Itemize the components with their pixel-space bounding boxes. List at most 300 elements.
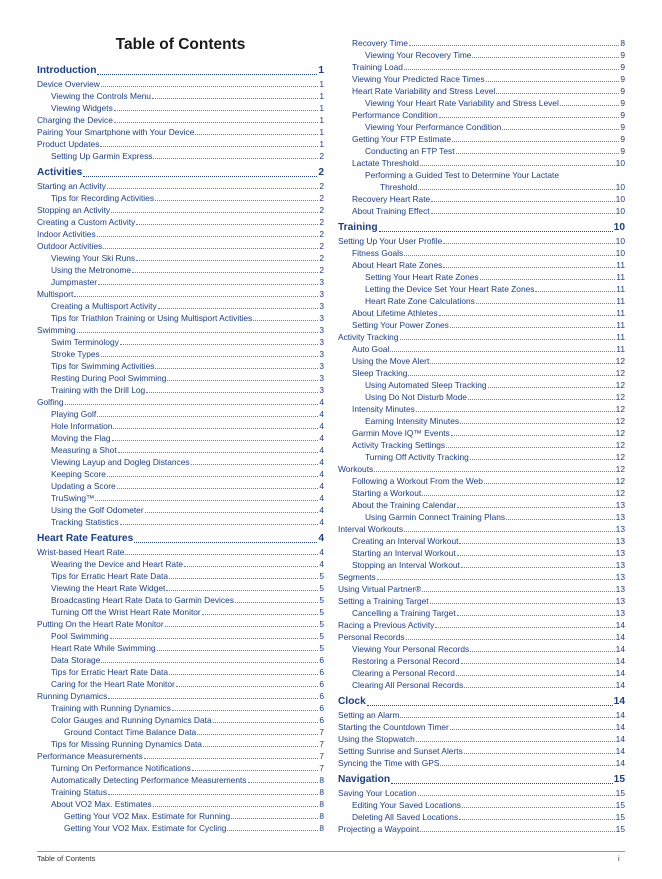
- toc-page-number: 12: [615, 452, 625, 462]
- toc-entry[interactable]: [338, 619, 625, 631]
- toc-page-number: 2: [319, 253, 324, 263]
- toc-entry[interactable]: [352, 547, 625, 559]
- toc-leader-dots: [169, 578, 318, 579]
- toc-entry[interactable]: [338, 463, 625, 475]
- toc-section-entry[interactable]: [338, 221, 625, 235]
- toc-entry[interactable]: [51, 312, 324, 324]
- toc-leader-dots: [464, 687, 614, 688]
- toc-entry[interactable]: [51, 408, 324, 420]
- toc-entry[interactable]: [338, 823, 625, 835]
- toc-leader-dots: [468, 399, 615, 400]
- toc-leader-dots: [152, 98, 318, 99]
- toc-leader-dots: [502, 129, 619, 130]
- toc-leader-dots: [367, 705, 613, 706]
- toc-page-number: 11: [616, 272, 625, 282]
- toc-leader-dots: [400, 339, 616, 340]
- toc-page-number: 2: [319, 265, 324, 275]
- toc-leader-dots: [145, 512, 319, 513]
- toc-leader-dots: [374, 471, 614, 472]
- toc-entry-title: Viewing Your Heart Rate Variability and Stress Level: [365, 98, 559, 108]
- toc-entry[interactable]: [51, 702, 324, 714]
- toc-entry[interactable]: [51, 384, 324, 396]
- toc-entry-title: Swimming: [37, 325, 76, 335]
- toc-entry[interactable]: [51, 678, 324, 690]
- toc-entry[interactable]: [338, 721, 625, 733]
- toc-entry[interactable]: [338, 595, 625, 607]
- toc-entry-title: Hole Information: [51, 421, 113, 431]
- toc-leader-dots: [114, 122, 318, 123]
- toc-entry[interactable]: [338, 331, 625, 343]
- toc-entry[interactable]: [51, 570, 324, 582]
- toc-page-number: 10: [615, 206, 625, 216]
- toc-page-number: 2: [319, 205, 324, 215]
- toc-entry[interactable]: [64, 822, 324, 834]
- toc-entry[interactable]: [37, 180, 324, 192]
- toc-page-number: 13: [615, 548, 625, 558]
- toc-entry[interactable]: [365, 511, 625, 523]
- toc-entry[interactable]: [37, 114, 324, 126]
- toc-page-number: 4: [319, 469, 324, 479]
- toc-entry-title: Clearing a Personal Record: [352, 668, 455, 678]
- toc-entry[interactable]: [338, 235, 625, 247]
- toc-entry-title: Setting Sunrise and Sunset Alerts: [338, 746, 463, 756]
- toc-entry[interactable]: [365, 145, 625, 157]
- toc-entry[interactable]: [352, 487, 625, 499]
- toc-entry-title: Training with Running Dynamics: [51, 703, 171, 713]
- toc-entry-title: Training: [338, 222, 378, 233]
- toc-entry-title: Training Status: [51, 787, 108, 797]
- toc-entry[interactable]: [352, 535, 625, 547]
- toc-entry[interactable]: [352, 403, 625, 415]
- toc-entry-title: Tips for Swimming Activities: [51, 361, 155, 371]
- toc-entry[interactable]: [51, 762, 324, 774]
- toc-entry-title: Activities: [37, 167, 83, 178]
- toc-entry-title: Tips for Missing Running Dynamics Data: [51, 739, 202, 749]
- toc-entry[interactable]: [37, 126, 324, 138]
- toc-entry-title: Wrist-based Heart Rate: [37, 547, 125, 557]
- toc-entry-title: Golfing: [37, 397, 64, 407]
- toc-entry-title: Heart Rate While Swimming: [51, 643, 156, 653]
- toc-entry[interactable]: [338, 523, 625, 535]
- toc-leader-dots: [100, 146, 318, 147]
- toc-entry[interactable]: [352, 319, 625, 331]
- toc-entry[interactable]: [51, 480, 324, 492]
- toc-page-number: 10: [615, 194, 625, 204]
- toc-entry-title: Viewing Your Ski Runs: [51, 253, 136, 263]
- toc-section-entry[interactable]: [37, 532, 324, 546]
- toc-entry[interactable]: [352, 355, 625, 367]
- toc-entry[interactable]: [51, 642, 324, 654]
- toc-entry[interactable]: [352, 667, 625, 679]
- toc-page-number: 2: [318, 167, 324, 178]
- toc-leader-dots: [95, 500, 318, 501]
- toc-entry[interactable]: [51, 738, 324, 750]
- toc-entry[interactable]: [338, 757, 625, 769]
- toc-entry[interactable]: [352, 307, 625, 319]
- toc-entry-title: Auto Goal: [352, 344, 390, 354]
- toc-entry-title: Intensity Minutes: [352, 404, 415, 414]
- toc-page-number: 12: [615, 380, 625, 390]
- toc-entry[interactable]: [51, 468, 324, 480]
- toc-leader-dots: [430, 363, 614, 364]
- toc-entry[interactable]: [37, 546, 324, 558]
- toc-entry[interactable]: [365, 169, 625, 193]
- toc-page-number: 4: [319, 421, 324, 431]
- toc-entry-title: Setting a Training Target: [338, 596, 429, 606]
- toc-entry[interactable]: [352, 247, 625, 259]
- toc-leader-dots: [416, 411, 615, 412]
- toc-entry[interactable]: [352, 205, 625, 217]
- toc-entry[interactable]: [352, 367, 625, 379]
- toc-page-number: 13: [615, 572, 625, 582]
- toc-entry[interactable]: [365, 295, 625, 307]
- toc-entry[interactable]: [352, 811, 625, 823]
- toc-entry[interactable]: [37, 750, 324, 762]
- toc-entry[interactable]: [352, 679, 625, 691]
- toc-entry[interactable]: [64, 726, 324, 738]
- toc-entry[interactable]: [51, 300, 324, 312]
- toc-entry[interactable]: [51, 276, 324, 288]
- toc-leader-dots: [440, 765, 614, 766]
- toc-leader-dots: [408, 375, 614, 376]
- toc-entry[interactable]: [352, 343, 625, 355]
- toc-entry[interactable]: [51, 192, 324, 204]
- toc-entry[interactable]: [51, 798, 324, 810]
- toc-leader-dots: [420, 165, 615, 166]
- toc-entry-title: Moving the Flag: [51, 433, 111, 443]
- toc-entry-title: Updating a Score: [51, 481, 116, 491]
- toc-entry[interactable]: [51, 90, 324, 102]
- toc-entry[interactable]: [365, 97, 625, 109]
- toc-entry-title: Segments: [338, 572, 376, 582]
- toc-entry[interactable]: [51, 432, 324, 444]
- toc-leader-dots: [195, 134, 318, 135]
- toc-entry[interactable]: [365, 379, 625, 391]
- toc-page-number: 4: [319, 505, 324, 515]
- toc-page-number: 14: [615, 668, 625, 678]
- toc-leader-dots: [480, 279, 616, 280]
- toc-entry[interactable]: [352, 475, 625, 487]
- toc-entry[interactable]: [352, 799, 625, 811]
- toc-leader-dots: [166, 590, 318, 591]
- toc-entry[interactable]: [51, 456, 324, 468]
- toc-entry-title: Using the Stopwatch: [338, 734, 415, 744]
- toc-entry[interactable]: [51, 630, 324, 642]
- toc-entry-title: Tracking Statistics: [51, 517, 119, 527]
- toc-entry[interactable]: [352, 85, 625, 97]
- toc-entry[interactable]: [37, 204, 324, 216]
- toc-page-number: 5: [319, 583, 324, 593]
- toc-page-number: 4: [319, 547, 324, 557]
- toc-entry[interactable]: [365, 391, 625, 403]
- toc-entry-title: Setting Up Your User Profile: [338, 236, 443, 246]
- toc-leader-dots: [83, 176, 317, 177]
- toc-entry[interactable]: [37, 78, 324, 90]
- toc-entry[interactable]: [352, 157, 625, 169]
- toc-page-number: 14: [615, 644, 625, 654]
- toc-entry[interactable]: [37, 138, 324, 150]
- toc-leader-dots: [108, 698, 318, 699]
- toc-leader-dots: [422, 591, 614, 592]
- toc-page-number: 8: [620, 38, 625, 48]
- toc-entry[interactable]: [64, 810, 324, 822]
- toc-entry[interactable]: [352, 37, 625, 49]
- toc-entry-title: Device Overview: [37, 79, 100, 89]
- toc-page-number: 2: [319, 229, 324, 239]
- toc-page-number: 4: [319, 481, 324, 491]
- toc-page-number: 7: [319, 727, 324, 737]
- toc-leader-dots: [65, 404, 319, 405]
- toc-entry-title: Keeping Score: [51, 469, 106, 479]
- toc-page-number: 14: [615, 746, 625, 756]
- toc-page-number: 6: [319, 691, 324, 701]
- toc-page-number: 4: [318, 533, 324, 544]
- toc-entry[interactable]: [365, 271, 625, 283]
- toc-entry[interactable]: [352, 73, 625, 85]
- toc-entry[interactable]: [352, 427, 625, 439]
- toc-entry[interactable]: [51, 774, 324, 786]
- toc-leader-dots: [184, 566, 318, 567]
- toc-entry[interactable]: [51, 420, 324, 432]
- toc-entry-title: Turning Off the Wrist Heart Rate Monitor: [51, 607, 201, 617]
- toc-leader-dots: [446, 447, 615, 448]
- toc-leader-dots: [476, 303, 615, 304]
- toc-entry[interactable]: [51, 444, 324, 456]
- toc-entry[interactable]: [51, 558, 324, 570]
- toc-entry[interactable]: [37, 288, 324, 300]
- toc-page-number: 1: [319, 139, 324, 149]
- toc-leader-dots: [404, 69, 619, 70]
- toc-leader-dots: [253, 320, 318, 321]
- toc-leader-dots: [461, 567, 615, 568]
- toc-entry[interactable]: [338, 583, 625, 595]
- toc-entry[interactable]: [352, 655, 625, 667]
- toc-leader-dots: [422, 495, 614, 496]
- toc-entry[interactable]: [51, 492, 324, 504]
- toc-entry[interactable]: [51, 372, 324, 384]
- toc-entry-title-continued: Threshold: [380, 182, 418, 192]
- toc-entry[interactable]: [338, 571, 625, 583]
- toc-leader-dots: [157, 650, 319, 651]
- toc-entry-title: Setting Your Power Zones: [352, 320, 449, 330]
- toc-entry-title: Stopping an Activity: [37, 205, 111, 215]
- toc-entry-title: Multisport: [37, 289, 74, 299]
- toc-leader-dots: [443, 243, 614, 244]
- toc-entry-title: Putting On the Heart Rate Monitor: [37, 619, 164, 629]
- toc-entry[interactable]: [51, 786, 324, 798]
- toc-entry[interactable]: [352, 259, 625, 271]
- toc-entry-title: Introduction: [37, 65, 97, 76]
- toc-entry[interactable]: [352, 61, 625, 73]
- toc-entry-title: Viewing the Heart Rate Widget: [51, 583, 166, 593]
- toc-entry[interactable]: [365, 283, 625, 295]
- toc-page-number: 1: [319, 103, 324, 113]
- toc-leader-dots: [213, 722, 319, 723]
- toc-entry-title: Syncing the Time with GPS: [338, 758, 440, 768]
- toc-page-number: 3: [319, 325, 324, 335]
- toc-entry[interactable]: [365, 415, 625, 427]
- toc-page-number: 15: [615, 788, 625, 798]
- toc-entry[interactable]: [352, 559, 625, 571]
- toc-entry[interactable]: [352, 133, 625, 145]
- toc-section-entry[interactable]: [37, 166, 324, 180]
- toc-entry[interactable]: [37, 216, 324, 228]
- toc-leader-dots: [409, 45, 619, 46]
- toc-entry-title: Viewing Layup and Dogleg Distances: [51, 457, 190, 467]
- toc-entry[interactable]: [37, 324, 324, 336]
- toc-entry[interactable]: [352, 439, 625, 451]
- toc-entry-title: Viewing Widgets: [51, 103, 113, 113]
- toc-leader-dots: [107, 476, 318, 477]
- toc-entry-title: Sleep Tracking: [352, 368, 408, 378]
- toc-leader-dots: [418, 795, 615, 796]
- toc-leader-dots: [560, 105, 620, 106]
- toc-entry-title: Using the Move Alert: [352, 356, 430, 366]
- toc-leader-dots: [462, 807, 615, 808]
- toc-leader-dots: [418, 189, 614, 190]
- toc-entry[interactable]: [51, 606, 324, 618]
- toc-page-number: 4: [319, 445, 324, 455]
- toc-leader-dots: [488, 387, 615, 388]
- toc-section-entry[interactable]: [338, 773, 625, 787]
- toc-leader-dots: [420, 831, 615, 832]
- toc-page-number: 4: [319, 517, 324, 527]
- toc-entry[interactable]: [37, 690, 324, 702]
- toc-page-number: 10: [615, 158, 625, 168]
- toc-entry-title: Training Load: [352, 62, 403, 72]
- toc-entry-title: Performing a Guided Test to Determine Your Lactate: [365, 170, 559, 180]
- toc-entry-title: Restoring a Personal Record: [352, 656, 460, 666]
- toc-leader-dots: [450, 327, 615, 328]
- toc-page-number: 11: [616, 320, 625, 330]
- toc-entry[interactable]: [37, 240, 324, 252]
- toc-entry-title: Stroke Types: [51, 349, 100, 359]
- toc-leader-dots: [459, 543, 614, 544]
- toc-entry[interactable]: [365, 49, 625, 61]
- toc-page-number: 1: [319, 79, 324, 89]
- toc-entry[interactable]: [338, 631, 625, 643]
- toc-leader-dots: [227, 830, 318, 831]
- toc-entry[interactable]: [51, 150, 324, 162]
- toc-section-entry[interactable]: [37, 64, 324, 78]
- toc-entry-title: Resting During Pool Swimming: [51, 373, 167, 383]
- toc-page-number: 12: [615, 416, 625, 426]
- toc-entry[interactable]: [51, 714, 324, 726]
- toc-entry[interactable]: [37, 228, 324, 240]
- toc-leader-dots: [153, 158, 318, 159]
- toc-entry[interactable]: [338, 709, 625, 721]
- toc-leader-dots: [167, 380, 318, 381]
- toc-entry-title: Creating a Multisport Activity: [51, 301, 157, 311]
- toc-entry[interactable]: [352, 109, 625, 121]
- toc-entry-title: Activity Tracking Settings: [352, 440, 446, 450]
- toc-entry[interactable]: [352, 607, 625, 619]
- toc-entry[interactable]: [352, 499, 625, 511]
- toc-page-number: 12: [615, 464, 625, 474]
- toc-page-number: 13: [615, 596, 625, 606]
- toc-page-number: 6: [319, 703, 324, 713]
- toc-entry-title: Clearing All Personal Records: [352, 680, 464, 690]
- toc-entry-title: Lactate Threshold: [352, 158, 419, 168]
- toc-entry[interactable]: [365, 451, 625, 463]
- toc-page-number: 6: [319, 715, 324, 725]
- toc-entry-title: Jumpmaster: [51, 277, 98, 287]
- toc-entry-title: Interval Workouts: [338, 524, 404, 534]
- toc-entry-title: Earning Intensity Minutes: [365, 416, 460, 426]
- toc-entry-title: Setting an Alarm: [338, 710, 400, 720]
- toc-entry[interactable]: [51, 666, 324, 678]
- toc-page-number: 9: [620, 74, 625, 84]
- toc-entry-title: Starting an Interval Workout: [352, 548, 456, 558]
- toc-page-number: 12: [615, 440, 625, 450]
- toc-page-number: 12: [615, 368, 625, 378]
- toc-entry-title: Getting Your VO2 Max. Estimate for Cycling: [64, 823, 227, 833]
- toc-section-entry[interactable]: [338, 695, 625, 709]
- toc-page-number: 13: [615, 560, 625, 570]
- toc-leader-dots: [146, 392, 318, 393]
- toc-entry[interactable]: [51, 516, 324, 528]
- toc-entry[interactable]: [338, 745, 625, 757]
- toc-entry[interactable]: [37, 618, 324, 630]
- toc-page-number: 6: [319, 679, 324, 689]
- toc-entry[interactable]: [352, 193, 625, 205]
- toc-leader-dots: [451, 435, 615, 436]
- toc-page-number: 7: [319, 751, 324, 761]
- toc-entry[interactable]: [51, 252, 324, 264]
- toc-entry[interactable]: [51, 264, 324, 276]
- toc-leader-dots: [97, 74, 317, 75]
- toc-leader-dots: [113, 428, 318, 429]
- toc-entry-title: Tips for Recording Activities: [51, 193, 155, 203]
- toc-leader-dots: [443, 267, 615, 268]
- toc-leader-dots: [457, 555, 615, 556]
- toc-entry-title: Saving Your Location: [338, 788, 417, 798]
- toc-entry[interactable]: [51, 582, 324, 594]
- toc-entry[interactable]: [51, 102, 324, 114]
- toc-entry[interactable]: [338, 733, 625, 745]
- toc-entry-title: Indoor Activities: [37, 229, 96, 239]
- toc-leader-dots: [431, 213, 615, 214]
- toc-entry[interactable]: [51, 504, 324, 516]
- toc-page-number: 10: [615, 236, 625, 246]
- toc-entry-title: About the Training Calendar: [352, 500, 457, 510]
- toc-entry[interactable]: [338, 787, 625, 799]
- toc-page-number: 1: [319, 115, 324, 125]
- toc-entry[interactable]: [51, 360, 324, 372]
- toc-leader-dots: [457, 615, 615, 616]
- toc-page-number: 12: [615, 488, 625, 498]
- toc-entry[interactable]: [51, 594, 324, 606]
- toc-entry-title: Viewing the Controls Menu: [51, 91, 151, 101]
- toc-page-number: 12: [615, 404, 625, 414]
- toc-page-number: 4: [319, 457, 324, 467]
- toc-page-number: 12: [615, 428, 625, 438]
- toc-page-number: 3: [319, 373, 324, 383]
- toc-entry[interactable]: [365, 121, 625, 133]
- toc-entry-title: Swim Terminology: [51, 337, 119, 347]
- toc-entry-title: About Heart Rate Zones: [352, 260, 443, 270]
- toc-leader-dots: [103, 248, 318, 249]
- toc-entry[interactable]: [352, 643, 625, 655]
- toc-leader-dots: [248, 782, 319, 783]
- toc-entry[interactable]: [51, 348, 324, 360]
- toc-page-number: 3: [319, 289, 324, 299]
- toc-entry[interactable]: [37, 396, 324, 408]
- toc-entry[interactable]: [51, 654, 324, 666]
- toc-entry-title: Starting an Activity: [37, 181, 106, 191]
- footer-divider: [37, 851, 625, 852]
- toc-entry[interactable]: [51, 336, 324, 348]
